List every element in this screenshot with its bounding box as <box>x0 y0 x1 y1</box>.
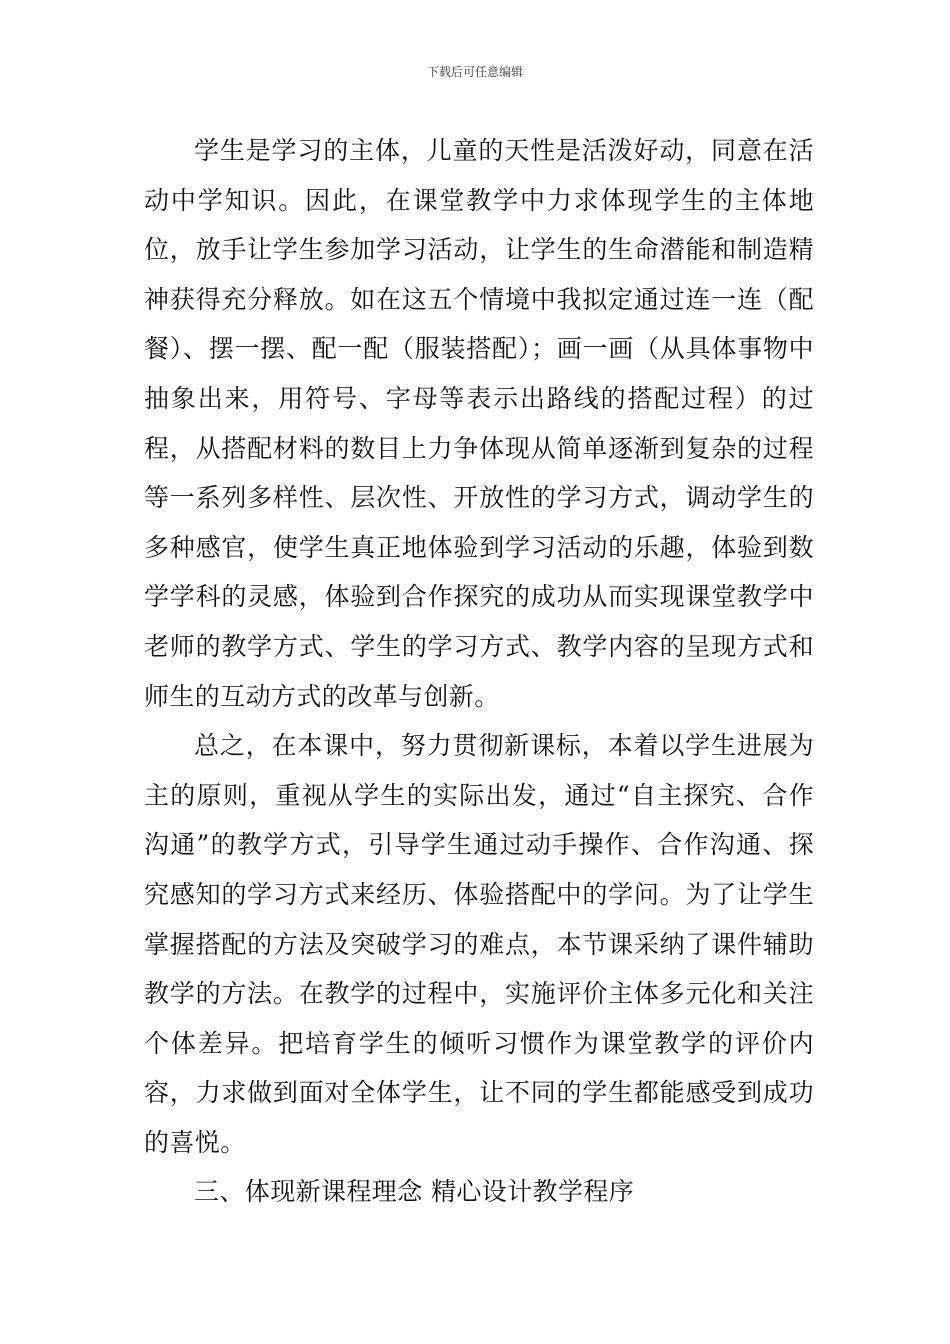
page-header: 下载后可任意编辑 <box>426 65 523 79</box>
paragraph-summary: 总之，在本课中，努力贯彻新课标，本着以学生进展为主的原则，重视从学生的实际出发，通过“自主探究、合作沟通”的教学方式，引导学生通过动手操作、合作沟通、探究感知的学习方式来经历、体验搭配中的学问。为了让学生掌握搭配的方法及突破学习的难点，本节课采纳了课件辅助教学的方法。在教学的过程中，实施评价主体多元化和关注个体差异。把培育学生的倾听习惯作为课堂教学的评价内容，力求做到面对全体学生，让不同的学生都能感受到成功的喜悦。 <box>144 731 814 1157</box>
document-body <box>144 126 814 1217</box>
section-heading: 三、体现新课程理念 精心设计教学程序 <box>194 1177 635 1207</box>
paragraph-student-subject: 学生是学习的主体，儿童的天性是活泼好动，同意在活动中学知识。因此，在课堂教学中力求体现学生的主体地位，放手让学生参加学习活动，让学生的生命潜能和制造精神获得充分释放。如在这五个情境中我拟定通过连一连（配餐）、摆一摆、配一配（服装搭配）；画一画（从具体事物中抽象出来，用符号、字母等表示出路线的搭配过程）的过程，从搭配材料的数目上力争体现从简单逐渐到复杂的过程等一系列多样性、层次性、开放性的学习方式，调动学生的多种感官，使学生真正地体验到学习活动的乐趣，体验到数学学科的灵感，体验到合作探究的成功从而实现课堂教学中老师的教学方式、学生的学习方式、教学内容的呈现方式和师生的互动方式的改革与创新。 <box>144 136 814 711</box>
